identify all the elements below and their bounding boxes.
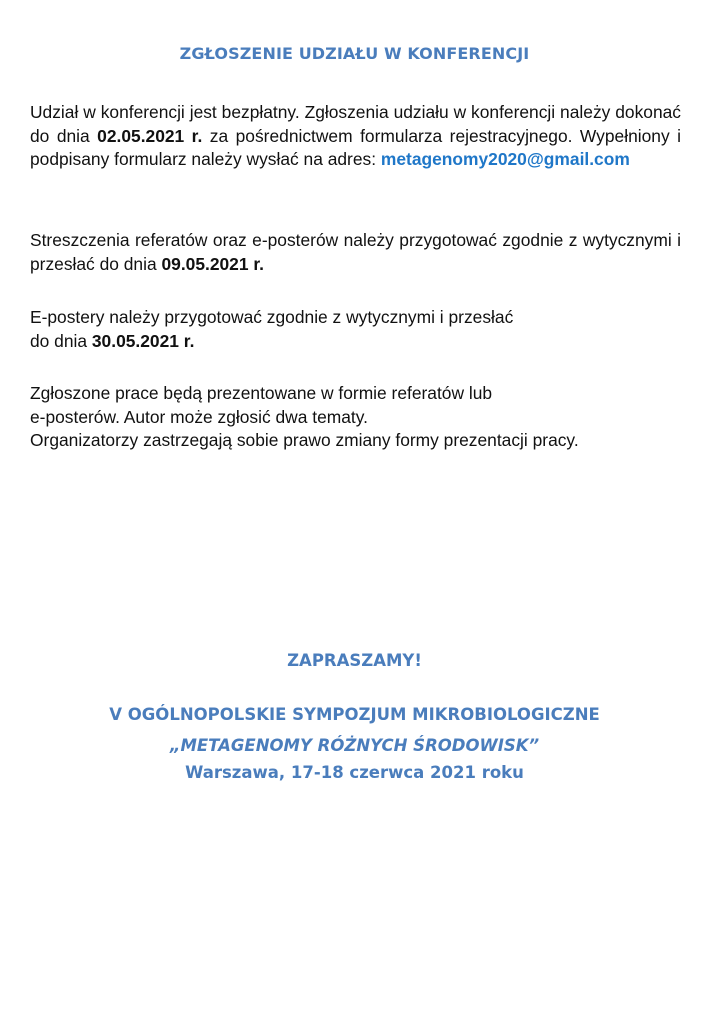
- paragraph-registration: [30, 101, 681, 172]
- presentation-line-1: Zgłoszone prace będą prezentowane w formie referatów lub: [30, 383, 493, 403]
- registration-text-continued: za pośrednictwem formularza rejestracyjnego. Wypełniony i podpisany formularz należy wysłać na adres:: [30, 125, 681, 169]
- registration-deadline: 02.05.2021 r.: [97, 125, 203, 146]
- eposters-deadline: 30.05.2021 r.: [91, 330, 195, 351]
- eposters-line-2: [30, 330, 681, 354]
- abstracts-text: Streszczenia referatów oraz e-posterów należy przygotować zgodnie z wytycznymi i przesłać do dnia: [30, 230, 681, 274]
- paragraph-eposters: [30, 306, 681, 353]
- event-subtitle: „METAGENOMY RÓŻNYCH ŚRODOWISK”: [169, 736, 540, 755]
- eposters-prefix: do dnia: [30, 330, 92, 351]
- paragraph-abstracts: [30, 229, 681, 276]
- paragraph-organizers-note: Organizatorzy zastrzegają sobie prawo zmiany formy prezentacji pracy.: [30, 430, 579, 450]
- eposters-line-1: E-postery należy przygotować zgodnie z wytycznymi i przesłać: [30, 307, 514, 327]
- registration-text: Udział w konferencji jest bezpłatny. Zgłoszenia udziału w konferencji należy dokonać do dnia: [30, 102, 681, 146]
- invitation-heading: ZAPRASZAMY!: [287, 651, 422, 670]
- presentation-line-2: e-posterów. Autor może zgłosić dwa tematy.: [30, 406, 368, 427]
- paragraph-presentation: [30, 382, 681, 429]
- event-name: V OGÓLNOPOLSKIE SYMPOZJUM MIKROBIOLOGICZNE: [109, 705, 600, 724]
- contact-email-link[interactable]: metagenomy2020@gmail.com: [380, 149, 630, 169]
- event-location-date: Warszawa, 17-18 czerwca 2021 roku: [185, 763, 524, 782]
- abstracts-deadline: 09.05.2021 r.: [161, 253, 264, 274]
- page-title: ZGŁOSZENIE UDZIAŁU W KONFERENCJI: [179, 44, 530, 63]
